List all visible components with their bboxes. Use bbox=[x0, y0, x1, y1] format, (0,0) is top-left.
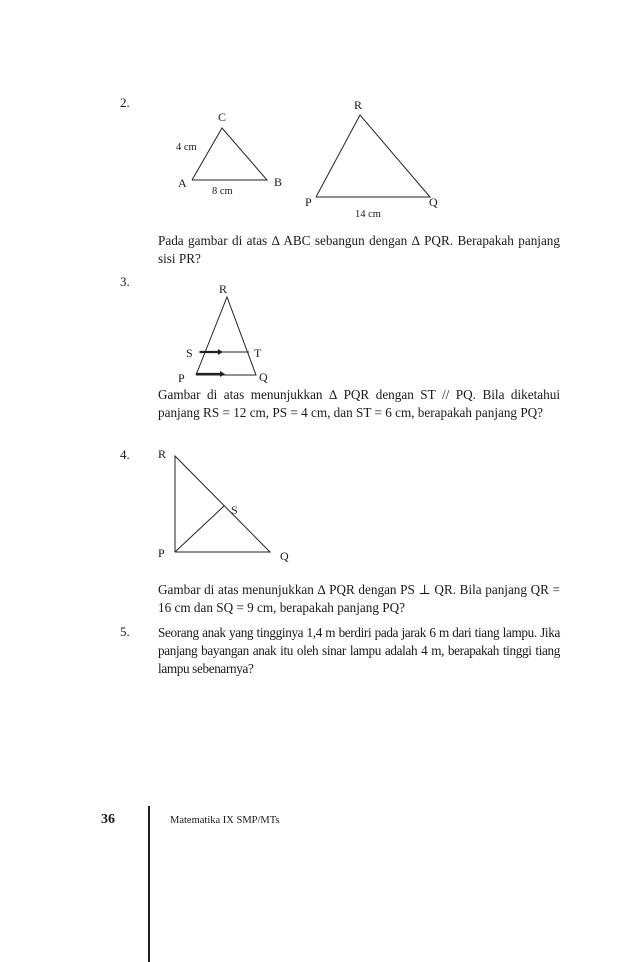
problem-2-text: Pada gambar di atas ∆ ABC sebangun dengan ∆ PQR. Berapakah panjang sisi PR? bbox=[158, 233, 560, 266]
label-side-pq: 14 cm bbox=[355, 209, 381, 220]
fig3-label-t: T bbox=[254, 346, 262, 360]
fig4-label-r: R bbox=[158, 447, 167, 461]
label-r: R bbox=[354, 98, 363, 112]
fig4-label-p: P bbox=[158, 546, 165, 560]
fig3-label-q: Q bbox=[259, 370, 268, 384]
fig4-label-s: S bbox=[231, 503, 238, 517]
label-q: Q bbox=[429, 195, 438, 209]
fig4-label-q: Q bbox=[280, 549, 289, 563]
fig3-label-s: S bbox=[186, 346, 193, 360]
problem-2-number: 2. bbox=[120, 95, 130, 110]
page-number: 36 bbox=[101, 812, 115, 827]
label-c: C bbox=[218, 110, 227, 124]
problem-3-text: Gambar di atas menunjukkan ∆ PQR dengan ST // PQ. Bila diketahui panjang RS = 12 cm, PS = 4 cm, dan ST = 6 cm, berapakah panjang PQ? bbox=[158, 387, 560, 420]
book-title: Matematika IX SMP/MTs bbox=[170, 815, 280, 826]
label-a: A bbox=[178, 176, 187, 190]
fig3-label-p: P bbox=[178, 371, 185, 385]
label-b: B bbox=[274, 175, 283, 189]
label-side-ab: 8 cm bbox=[212, 186, 233, 197]
label-p: P bbox=[305, 195, 312, 209]
problem-3-number: 3. bbox=[120, 274, 130, 289]
problem-4-text: Gambar di atas menunjukkan ∆ PQR dengan PS ⊥ QR. Bila panjang QR = 16 cm dan SQ = 9 cm, berapakah panjang PQ? bbox=[158, 582, 560, 615]
footer-divider bbox=[148, 806, 150, 962]
problem-4-number: 4. bbox=[120, 447, 130, 462]
problem-5-number: 5. bbox=[120, 624, 130, 639]
label-side-ac: 4 cm bbox=[176, 142, 197, 153]
problem-5-text: Seorang anak yang tingginya 1,4 m berdiri pada jarak 6 m dari tiang lampu. Jika panjang bayangan anak itu oleh sinar lampu adalah 4 m, berapakah tinggi tiang lampu sebenarnya? bbox=[158, 625, 560, 676]
fig3-label-r: R bbox=[219, 282, 228, 296]
